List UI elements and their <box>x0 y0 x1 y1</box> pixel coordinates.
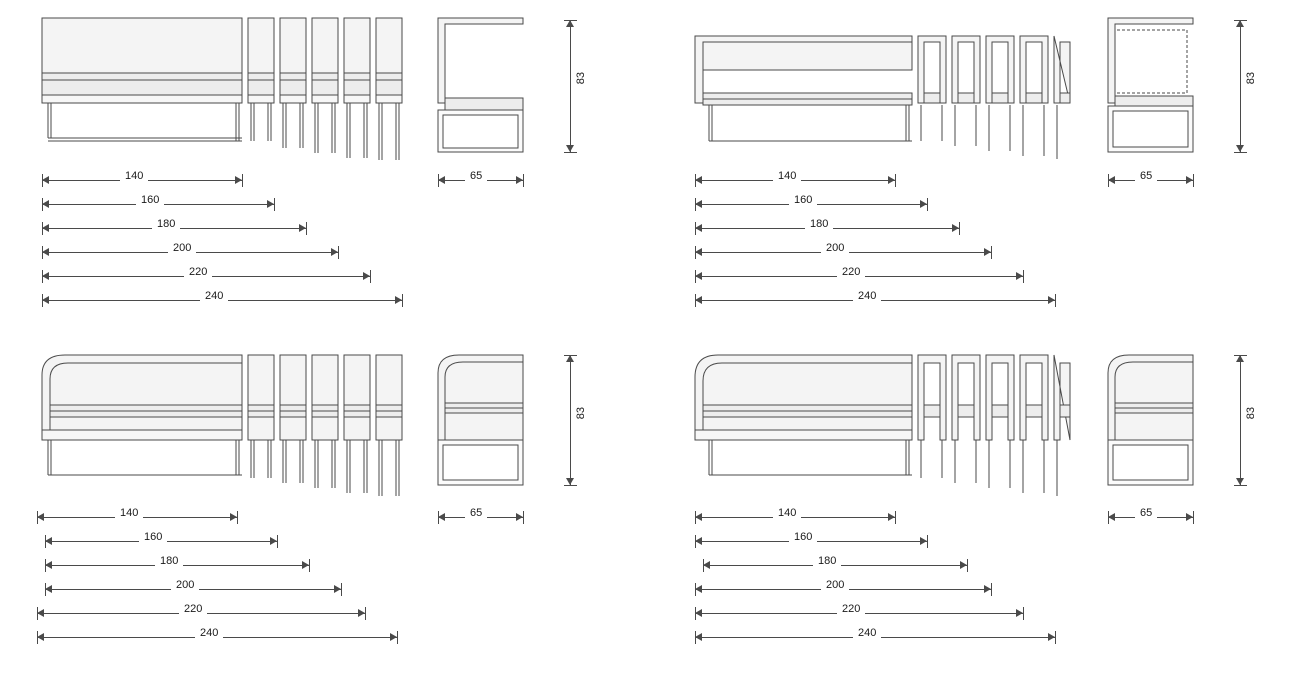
height-dimension-label: 83 <box>575 403 587 423</box>
height-dimension-bottom-left <box>560 345 592 505</box>
dimension-label: 240 <box>853 289 881 303</box>
height-dimension-bottom-right <box>1230 345 1262 505</box>
configuration-bottom-left <box>20 345 640 675</box>
width-dimensions-bottom-left <box>20 505 400 665</box>
depth-dimension-top-left <box>425 168 555 196</box>
dimension-row <box>20 240 400 264</box>
depth-dimension-label: 65 <box>465 506 487 520</box>
dimension-label: 180 <box>813 554 841 568</box>
height-dimension-label: 83 <box>575 68 587 88</box>
height-dimension-top-left <box>560 8 592 168</box>
dimension-label: 140 <box>120 169 148 183</box>
dimension-row <box>690 240 1070 264</box>
dimension-row <box>20 216 400 240</box>
dimension-row <box>690 216 1070 240</box>
dimension-row <box>690 553 1070 577</box>
front-view-bottom-left <box>425 345 555 505</box>
dimension-label: 180 <box>805 217 833 231</box>
dimension-row <box>20 288 400 312</box>
dimension-row <box>20 192 400 216</box>
dimension-label: 240 <box>200 289 228 303</box>
dimension-row <box>20 577 400 601</box>
dimension-label: 240 <box>195 626 223 640</box>
dimension-row <box>690 529 1070 553</box>
dimension-row <box>20 505 400 529</box>
dimension-label: 160 <box>139 530 167 544</box>
height-dimension-label: 83 <box>1245 403 1257 423</box>
side-view-top-left <box>20 8 400 168</box>
dimension-label: 220 <box>179 602 207 616</box>
dimension-row <box>20 264 400 288</box>
dimension-label: 160 <box>789 193 817 207</box>
dimension-label: 220 <box>837 265 865 279</box>
configuration-top-right <box>690 8 1302 338</box>
height-dimension-top-right <box>1230 8 1262 168</box>
dimension-row <box>690 264 1070 288</box>
height-dimension-label: 83 <box>1245 68 1257 88</box>
configuration-top-left <box>20 8 640 338</box>
dimension-label: 200 <box>171 578 199 592</box>
width-dimensions-top-right <box>690 168 1070 328</box>
depth-dimension-label: 65 <box>465 169 487 183</box>
dimension-label: 160 <box>789 530 817 544</box>
side-view-bottom-left <box>20 345 400 505</box>
width-dimensions-top-left <box>20 168 400 328</box>
configuration-bottom-right <box>690 345 1302 675</box>
dimension-row <box>20 553 400 577</box>
dimension-label: 180 <box>155 554 183 568</box>
dimension-row <box>690 577 1070 601</box>
dimension-row <box>690 625 1070 649</box>
dimension-label: 140 <box>773 169 801 183</box>
front-view-top-right <box>1095 8 1225 168</box>
dimension-label: 220 <box>837 602 865 616</box>
width-dimensions-bottom-right <box>690 505 1070 665</box>
dimension-row <box>690 601 1070 625</box>
dimension-label: 220 <box>184 265 212 279</box>
depth-dimension-label: 65 <box>1135 506 1157 520</box>
dimension-row <box>20 601 400 625</box>
dimension-label: 200 <box>821 578 849 592</box>
dimension-row <box>690 168 1070 192</box>
side-view-bottom-right <box>690 345 1070 505</box>
dimension-row <box>20 168 400 192</box>
depth-dimension-bottom-left <box>425 505 555 533</box>
dimension-label: 160 <box>136 193 164 207</box>
depth-dimension-bottom-right <box>1095 505 1225 533</box>
front-view-top-left <box>425 8 555 168</box>
dimension-label: 180 <box>152 217 180 231</box>
dimension-row <box>20 625 400 649</box>
depth-dimension-label: 65 <box>1135 169 1157 183</box>
depth-dimension-top-right <box>1095 168 1225 196</box>
dimension-label: 200 <box>821 241 849 255</box>
dimension-row <box>690 505 1070 529</box>
dimension-label: 200 <box>168 241 196 255</box>
dimension-label: 140 <box>773 506 801 520</box>
dimension-row <box>20 529 400 553</box>
side-view-top-right <box>690 8 1070 168</box>
dimension-label: 140 <box>115 506 143 520</box>
dimension-row <box>690 192 1070 216</box>
dimension-label: 240 <box>853 626 881 640</box>
dimension-row <box>690 288 1070 312</box>
front-view-bottom-right <box>1095 345 1225 505</box>
